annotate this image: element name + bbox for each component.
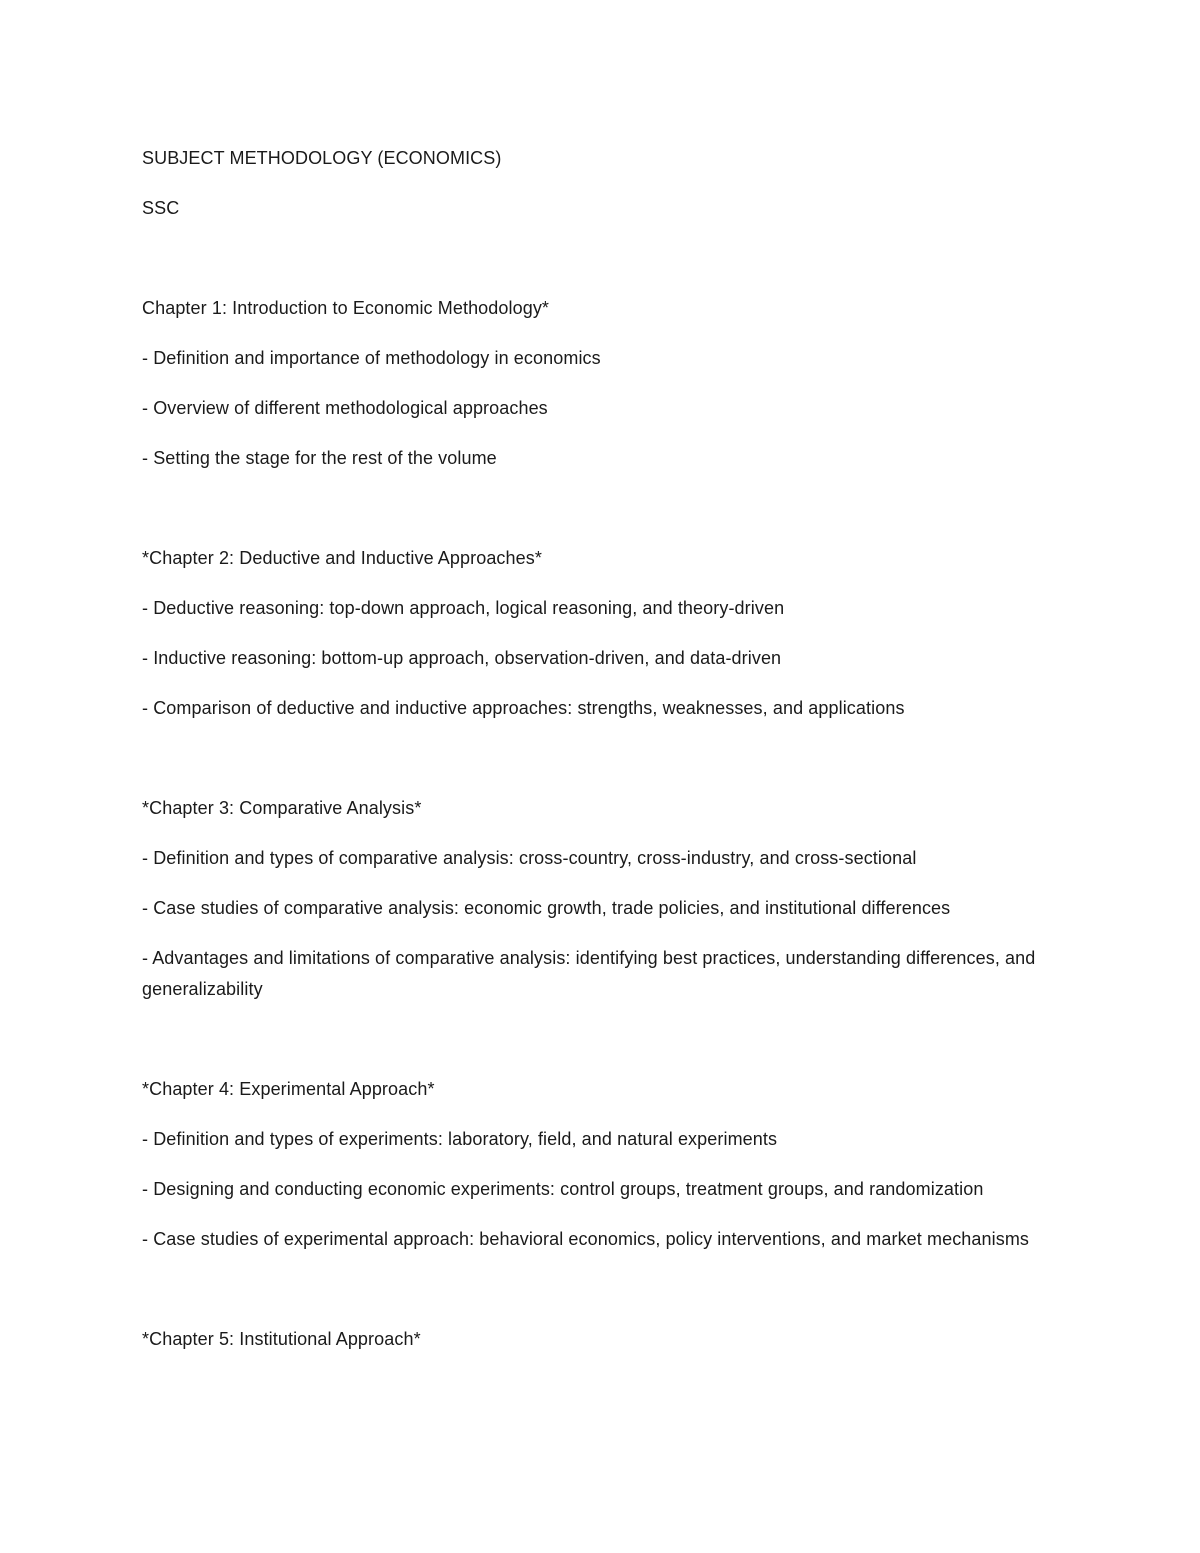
document-body [142,143,1042,1355]
list-item: - Definition and importance of methodology in economics [142,348,601,368]
list-item: - Overview of different methodological approaches [142,398,548,418]
chapter-heading: Chapter 1: Introduction to Economic Methodology* [142,298,550,318]
document-subtitle: SSC [142,198,180,218]
chapter-heading: *Chapter 4: Experimental Approach* [142,1079,435,1099]
chapter-4 [142,1074,1042,1255]
document-title: SUBJECT METHODOLOGY (ECONOMICS) [142,148,502,168]
list-item: - Setting the stage for the rest of the volume [142,448,497,468]
chapter-heading: *Chapter 5: Institutional Approach* [142,1329,421,1349]
list-item: - Definition and types of experiments: laboratory, field, and natural experiments [142,1129,778,1149]
chapter-heading: *Chapter 2: Deductive and Inductive Approaches* [142,548,542,568]
list-item: - Comparison of deductive and inductive approaches: strengths, weaknesses, and applications [142,698,905,718]
list-item: - Deductive reasoning: top-down approach, logical reasoning, and theory-driven [142,598,785,618]
chapter-2 [142,543,1042,724]
list-item: - Advantages and limitations of comparative analysis: identifying best practices, understanding differences, and generalizability [142,948,1036,999]
chapter-5 [142,1324,1042,1355]
list-item: - Designing and conducting economic experiments: control groups, treatment groups, and randomization [142,1179,984,1199]
list-item: - Case studies of comparative analysis: economic growth, trade policies, and institutional differences [142,898,951,918]
list-item: - Case studies of experimental approach: behavioral economics, policy interventions, and market mechanisms [142,1229,1030,1249]
chapter-1 [142,293,1042,474]
chapter-heading: *Chapter 3: Comparative Analysis* [142,798,422,818]
chapter-3 [142,793,1042,1005]
list-item: - Inductive reasoning: bottom-up approach, observation-driven, and data-driven [142,648,782,668]
list-item: - Definition and types of comparative analysis: cross-country, cross-industry, and cross-sectional [142,848,917,868]
